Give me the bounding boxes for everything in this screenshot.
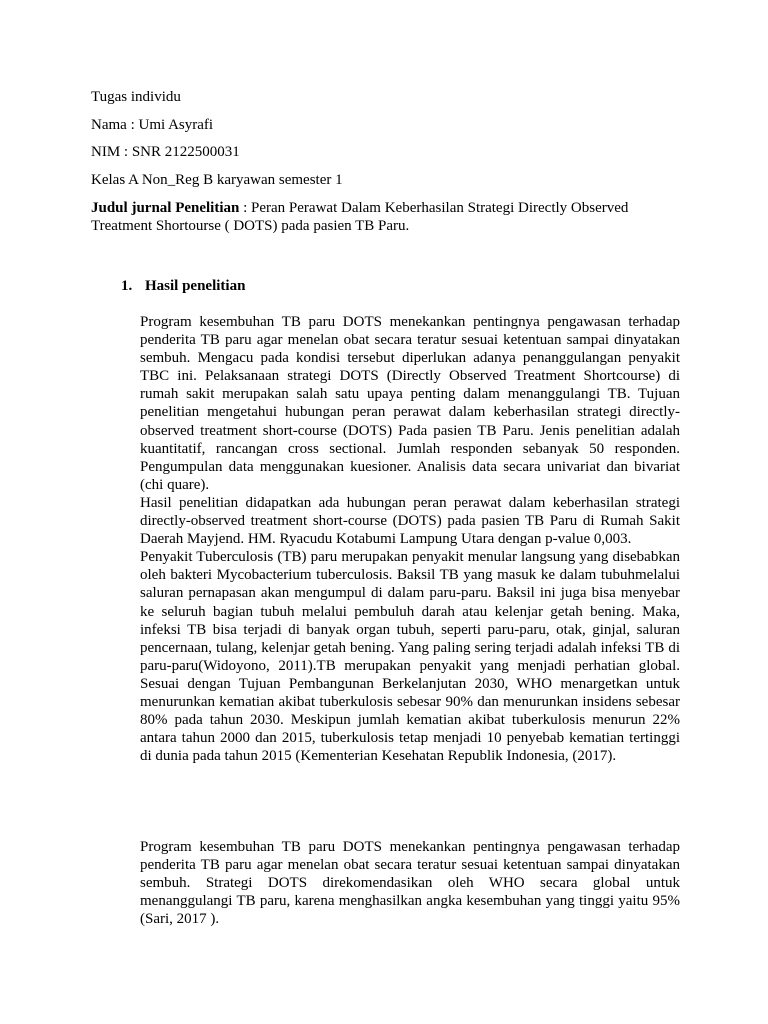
journal-title-label: Judul jurnal Penelitian	[91, 200, 240, 216]
section-title: Hasil penelitian	[145, 278, 246, 294]
section-heading	[121, 277, 245, 295]
results-text-block	[140, 313, 680, 765]
section-number: 1.	[121, 278, 133, 294]
student-id: NIM : SNR 2122500031	[91, 144, 240, 160]
journal-title-text: : Peran Perawat Dalam Keberhasilan Strategi Directly Observed	[239, 200, 629, 216]
student-name: Nama : Umi Asyrafi	[91, 117, 214, 133]
dots-text-block	[140, 838, 680, 928]
journal-title-line1	[91, 199, 628, 217]
assignment-label: Tugas individu	[91, 89, 181, 105]
paragraph-dots-strategy: Program kesembuhan TB paru DOTS menekankan pentingnya pengawasan terhadap penderita TB paru agar menelan obat secara teratur sesuai ketentuan sampai dinyatakan sembuh. Strategi DOTS direkomendasikan oleh WHO secara global untuk menanggulangi TB paru, karena menghasilkan angka kesembuhan yang tinggi yaitu 95% (Sari, 2017 ).	[140, 839, 680, 928]
paragraph-tuberculosis-background: Penyakit Tuberculosis (TB) paru merupakan penyakit menular langsung yang disebabkan oleh bakteri Mycobacterium tuberculosis. Baksil TB yang masuk ke dalam tubuhmelalui saluran pernapasan akan mengumpul di dalam paru-paru. Baksil ini juga bisa menyebar ke seluruh bagian tubuh melalui pembuluh darah atau kelenjar getah bening. Maka, infeksi TB bisa terjadi di banyak organ tubuh, seperti paru-paru, otak, ginjal, saluran pencernaan, tulang, kelenjar getah bening. Yang paling sering terjadi adalah infeksi TB di paru-paru(Widoyono, 2011).TB merupakan penyakit yang menjadi perhatian global. Sesuai dengan Tujuan Pembangunan Berkelanjutan 2030, WHO menargetkan untuk menurunkan kematian akibat tuberkulosis sebesar 90% dan menurunkan insidens sebesar 80% pada tahun 2030. Meskipun jumlah kematian akibat tuberkulosis menurun 22% antara tahun 2000 dan 2015, tuberkulosis tetap menjadi 10 penyebab kematian tertinggi di dunia pada tahun 2015 (Kementerian Kesehatan Republik Indonesia, (2017).	[140, 549, 680, 765]
journal-title-line2: Treatment Shortourse ( DOTS) pada pasien TB Paru.	[91, 218, 410, 234]
paragraph-research-result: Hasil penelitian didapatkan ada hubungan peran perawat dalam keberhasilan strategi directly-observed treatment short-course (DOTS) pada pasien TB Paru di Rumah Sakit Daerah Mayjend. HM. Ryacudu Kotabumi Lampung Utara dengan p-value 0,003.	[140, 494, 680, 548]
class-info: Kelas A Non_Reg B karyawan semester 1	[91, 172, 343, 188]
paragraph-program-summary: Program kesembuhan TB paru DOTS menekankan pentingnya pengawasan terhadap penderita TB paru agar menelan obat secara teratur sesuai ketentuan sampai dinyatakan sembuh. Mengacu pada kondisi tersebut diperlukan adanya penanggulangan penyakit TBC ini. Pelaksanaan strategi DOTS (Directly Observed Treatment Shortcourse) di rumah sakit merupakan salah satu upaya penting dalam menanggulangi TB. Tujuan penelitian mengetahui hubungan peran perawat dalam keberhasilan strategi directly-observed treatment short-course (DOTS) Pada pasien TB Paru. Jenis penelitian adalah kuantitatif, rancangan cross sectional. Jumlah responden sebanyak 50 responden. Pengumpulan data menggunakan kuesioner. Analisis data secara univariat dan bivariat (chi quare).	[140, 314, 680, 493]
